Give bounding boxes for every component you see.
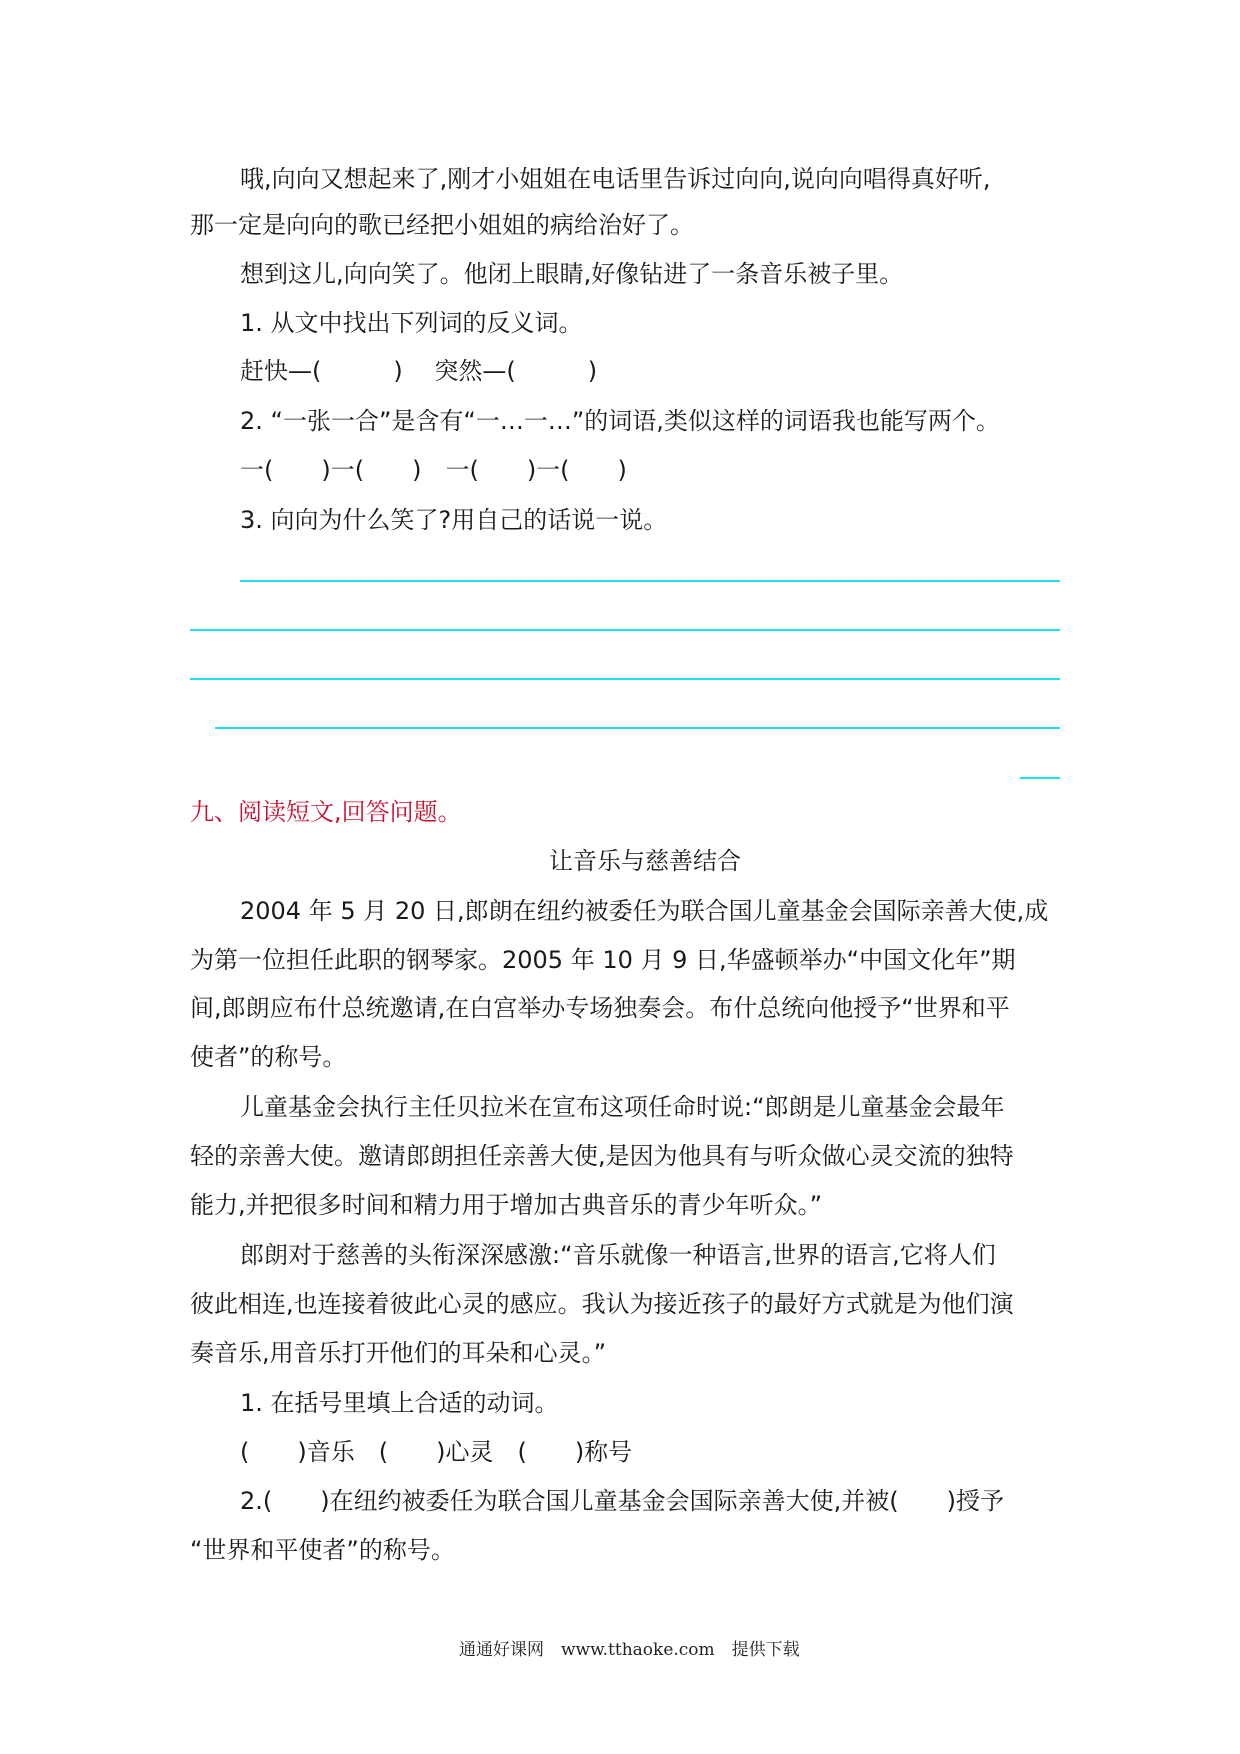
section-9-question-2-line-2: “世界和平使者”的称号。 bbox=[190, 1536, 455, 1564]
article-paragraph-2-line-1: 儿童基金会执行主任贝拉米在宣布这项任命时说:“郎朗是儿童基金会最年 bbox=[240, 1093, 1005, 1121]
answer-line-5[interactable] bbox=[1020, 777, 1060, 779]
article-paragraph-1-line-2: 为第一位担任此职的钢琴家。2005 年 10 月 9 日,华盛顿举办“中国文化年”期 bbox=[190, 946, 1016, 974]
article-paragraph-1-line-1: 2004 年 5 月 20 日,郎朗在纽约被委任为联合国儿童基金会国际亲善大使,成 bbox=[240, 897, 1049, 925]
section-9-question-1-text: 1. 在括号里填上合适的动词。 bbox=[240, 1389, 559, 1417]
article-paragraph-1-line-3: 间,郎朗应布什总统邀请,在白宫举办专场独奏会。布什总统向他授予“世界和平 bbox=[190, 994, 1010, 1022]
article-paragraph-2-line-3: 能力,并把很多时间和精力用于增加古典音乐的青少年听众。” bbox=[190, 1191, 823, 1219]
answer-line-3[interactable] bbox=[190, 678, 1060, 680]
article-title: 让音乐与慈善结合 bbox=[549, 847, 741, 875]
article-paragraph-3-line-2: 彼此相连,也连接着彼此心灵的感应。我认为接近孩子的最好方式就是为他们演 bbox=[190, 1290, 1014, 1318]
passage-paragraph-1-line-2: 那一定是向向的歌已经把小姐姐的病给治好了。 bbox=[190, 211, 694, 239]
passage-paragraph-1-line-1: 哦,向向又想起来了,刚才小姐姐在电话里告诉过向向,说向向唱得真好听, bbox=[240, 165, 991, 193]
section-9-question-1-blanks: ( )音乐 ( )心灵 ( )称号 bbox=[240, 1438, 633, 1466]
answer-line-4[interactable] bbox=[215, 727, 1060, 729]
page-footer: 通通好课网 www.tthaoke.com 提供下载 bbox=[459, 1640, 800, 1660]
article-paragraph-1-line-4: 使者”的称号。 bbox=[190, 1043, 347, 1071]
question-1-text: 1. 从文中找出下列词的反义词。 bbox=[240, 309, 583, 337]
question-2-blanks: 一( )一( ) 一( )一( ) bbox=[240, 456, 627, 484]
section-9-heading: 九、阅读短文,回答问题。 bbox=[190, 798, 462, 826]
article-paragraph-3-line-1: 郎朗对于慈善的头衔深深感激:“音乐就像一种语言,世界的语言,它将人们 bbox=[240, 1241, 996, 1269]
answer-line-1[interactable] bbox=[240, 580, 1060, 582]
article-paragraph-2-line-2: 轻的亲善大使。邀请郎朗担任亲善大使,是因为他具有与听众做心灵交流的独特 bbox=[190, 1142, 1014, 1170]
passage-paragraph-2: 想到这儿,向向笑了。他闭上眼睛,好像钻进了一条音乐被子里。 bbox=[240, 260, 904, 288]
section-9-question-2-line-1: 2.( )在纽约被委任为联合国儿童基金会国际亲善大使,并被( )授予 bbox=[240, 1487, 1004, 1515]
question-3-text: 3. 向向为什么笑了?用自己的话说一说。 bbox=[240, 506, 668, 534]
article-paragraph-3-line-3: 奏音乐,用音乐打开他们的耳朵和心灵。” bbox=[190, 1339, 607, 1367]
question-2-text: 2. “一张一合”是含有“一…一…”的词语,类似这样的词语我也能写两个。 bbox=[240, 407, 1000, 435]
answer-line-2[interactable] bbox=[190, 629, 1060, 631]
question-1-blanks: 赶快—( ) 突然—( ) bbox=[240, 357, 598, 385]
